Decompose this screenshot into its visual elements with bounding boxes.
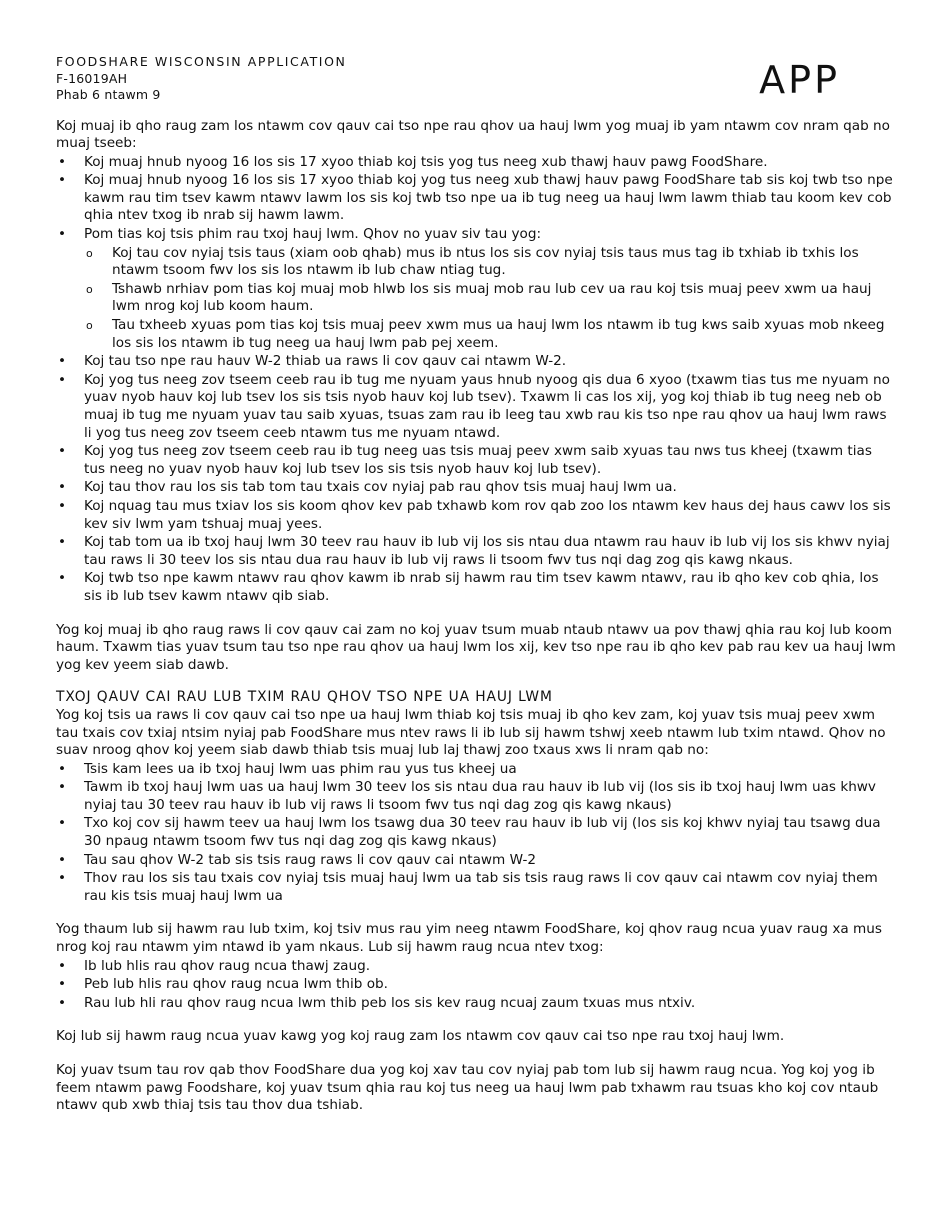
exemption-intro: Koj muaj ib qho raug zam los ntawm cov qauv cai tso npe rau qhov ua hauj lwm yog muaj ib yam ntawm cov nram qab no muaj tseeb: xyxy=(56,117,890,152)
list-item: • Koj yog tus neeg zov tseem ceeb rau ib tug neeg uas tsis muaj peev xwm saib xyuas tau nws tus kheej (txawm tias tus neeg no yuav nyob hauv koj lub tsev los sis tsis nyob hauv koj lub tsev). xyxy=(56,443,896,478)
list-item: • Koj nquag tau mus txiav los sis koom qhov kev pab txhawb kom rov qab zoo los ntawm kev haus dej haus cawv los sis kev siv lwm yam tshuaj muaj yees. xyxy=(56,498,896,533)
list-item: • Rau lub hli rau qhov raug ncua lwm thib peb los sis kev raug ncuaj zaum txuas mus ntxiv. xyxy=(56,995,896,1013)
sub-list-item: o Tau txheeb xyuas pom tias koj tsis muaj peev xwm mus ua hauj lwm los ntawm ib tug kws saib xyuas mob nkeeg los sis los ntawm ib tug neeg ua hauj lwm pab pej xeem. xyxy=(84,317,896,352)
list-item xyxy=(56,226,896,352)
document-body xyxy=(56,118,896,1115)
list-item: • Koj yog tus neeg zov tseem ceeb rau ib tug me nyuam yaus hnub nyoog qis dua 6 xyoo (txawm tias tus me nyuam no yuav nyob hauv koj lub tsev los sis tsis nyob hauv koj lub tsev). Txawm li cas los xij, yog koj thiab ib tug neeg neb ob muaj ib tug me nyuam yuav tau saib xyuas, tsuas zam rau ib leeg tau xwb rau kis tso npe rau qhov ua hauj lwm raws li yog tus neeg zov tseem ceeb ntawm tus me nyuam ntawd. xyxy=(56,372,896,442)
section-intro: Yog koj tsis ua raws li cov qauv cai tso npe ua hauj lwm thiab koj tsis muaj ib qho kev zam, koj yuav tsis muaj peev xwm tau txais cov txiaj ntsim nyiaj pab FoodShare mus ntev raws li ib lub sij hawm tshwj xeeb ntawm lub txim ntawd. Qhov no suav nroog qhov koj yeem siab dawb thiab tsis muaj lub laj thawj zoo txaus xws li nram qab no: xyxy=(56,706,886,759)
list-item: • Koj tau tso npe rau hauv W-2 thiab ua raws li cov qauv cai ntawm W-2. xyxy=(56,353,896,371)
list-item: • Thov rau los sis tau txais cov nyiaj tsis muaj hauj lwm ua tab sis tsis raug raws li cov qauv cai ntawm cov nyiaj them rau kis tsis muaj hauj lwm ua xyxy=(56,870,896,905)
sub-list-item: o Koj tau cov nyiaj tsis taus (xiam oob qhab) mus ib ntus los sis cov nyiaj tsis taus mus tag ib txhiab ib txhis los ntawm tsoom fwv los sis los ntawm ib lub chaw ntiag tug. xyxy=(84,245,896,280)
sub-list xyxy=(84,245,896,353)
list-item: • Tau sau qhov W-2 tab sis tsis raug raws li cov qauv cai ntawm W-2 xyxy=(56,852,896,870)
form-id: F-16019AH xyxy=(56,70,128,86)
page-number: Phab 6 ntawm 9 xyxy=(56,87,161,102)
list-item: • Koj twb tso npe kawm ntawv rau qhov kawm ib nrab sij hawm rau tim tsev kawm ntawv, rau ib qho kev cob qhia, los sis ib lub tsev kawm ntawv qib siab. xyxy=(56,570,896,605)
sub-list-item: o Tshawb nrhiav pom tias koj muaj mob hlwb los sis muaj mob rau lub cev ua rau koj tsis muaj peev xwm ua hauj lwm nrog koj lub koom haum. xyxy=(84,281,896,316)
exemption-proof-paragraph: Yog koj muaj ib qho raug raws li cov qauv cai zam no koj yuav tsum muab ntaub ntawv ua pov thawj qhia rau koj lub koom haum. Txawm tias yuav tsum tau tso npe rau qhov ua hauj lwm los xij, kev tso npe rau ib qho kev pab rau kev ua hauj lwm yog kev yeem siab dawb. xyxy=(56,621,896,673)
list-item: • Tawm ib txoj hauj lwm uas ua hauj lwm 30 teev los sis ntau dua rau hauv ib lub vij (los sis ib txoj hauj lwm uas khwv nyiaj tau 30 teev rau hauv ib lub vij raws li tsoom fwv tus nqi dag zog qis kawg nkaus) xyxy=(56,779,896,814)
list-item: • Tsis kam lees ua ib txoj hauj lwm uas phim rau yus tus kheej ua xyxy=(56,761,896,779)
app-badge: APP xyxy=(759,58,840,102)
reapply-paragraph: Koj yuav tsum tau rov qab thov FoodShare dua yog koj xav tau cov nyiaj pab tom lub sij hawm raug ncua. Yog koj yog ib feem ntawm pawg Foodshare, koj yuav tsum qhia rau koj tus neeg ua hauj lwm pab txhawm rau tsuas kho koj cov ntaub ntawv qub xwb thiaj tsis tau thov dua tshiab. xyxy=(56,1062,879,1114)
list-item: • Ib lub hlis rau qhov raug ncua thawj zaug. xyxy=(56,958,896,976)
list-item-text: Pom tias koj tsis phim rau txoj hauj lwm. Qhov no yuav siv tau yog: xyxy=(84,226,542,243)
form-org-title: FOODSHARE WISCONSIN APPLICATION xyxy=(56,54,347,69)
list-item: • Koj tau thov rau los sis tab tom tau txais cov nyiaj pab rau qhov tsis muaj hauj lwm ua. xyxy=(56,479,896,497)
violation-list xyxy=(56,761,896,906)
document-page xyxy=(56,54,896,1115)
penalty-list xyxy=(56,958,896,1013)
penalty-intro: Yog thaum lub sij hawm rau lub txim, koj tsiv mus rau yim neeg ntawm FoodShare, koj qhov raug ncua yuav raug xa mus nrog koj rau ntawm yim ntawd ib yam nkaus. Lub sij hawm raug ncua ntev txog: xyxy=(56,921,882,956)
list-item: • Koj muaj hnub nyoog 16 los sis 17 xyoo thiab koj yog tus neeg xub thawj hauv pawg FoodShare tab sis koj twb tso npe kawm rau tim tsev kawm ntawv lawm los sis koj twb tso npe ua ib tug neeg ua hauj lwm lawm thiab tau koom kev cob qhia ntev txog ib nrab sij hawm lawm. xyxy=(56,172,896,225)
penalty-end-paragraph: Koj lub sij hawm raug ncua yuav kawg yog koj raug zam los ntawm cov qauv cai tso npe rau txoj hauj lwm. xyxy=(56,1028,785,1045)
exemption-list xyxy=(56,154,896,606)
list-item: • Koj muaj hnub nyoog 16 los sis 17 xyoo thiab koj tsis yog tus neeg xub thawj hauv pawg FoodShare. xyxy=(56,154,896,172)
list-item: • Txo koj cov sij hawm teev ua hauj lwm los tsawg dua 30 teev rau hauv ib lub vij (los sis koj khwv nyiaj tau tsawg dua 30 npaug ntawm tsoom fwv tus nqi dag zog qis kawg nkaus) xyxy=(56,815,896,850)
section-heading: TXOJ QAUV CAI RAU LUB TXIM RAU QHOV TSO NPE UA HAUJ LWM xyxy=(56,689,553,706)
list-item: • Peb lub hlis rau qhov raug ncua lwm thib ob. xyxy=(56,976,896,994)
list-item: • Koj tab tom ua ib txoj hauj lwm 30 teev rau hauv ib lub vij los sis ntau dua ntawm rau hauv ib lub vij los sis khwv nyiaj tau raws li 30 teev los sis ntau dua rau hauv ib lub vij raws li tsoom fwv tus nqi dag zog qis kawg nkaus. xyxy=(56,534,896,569)
